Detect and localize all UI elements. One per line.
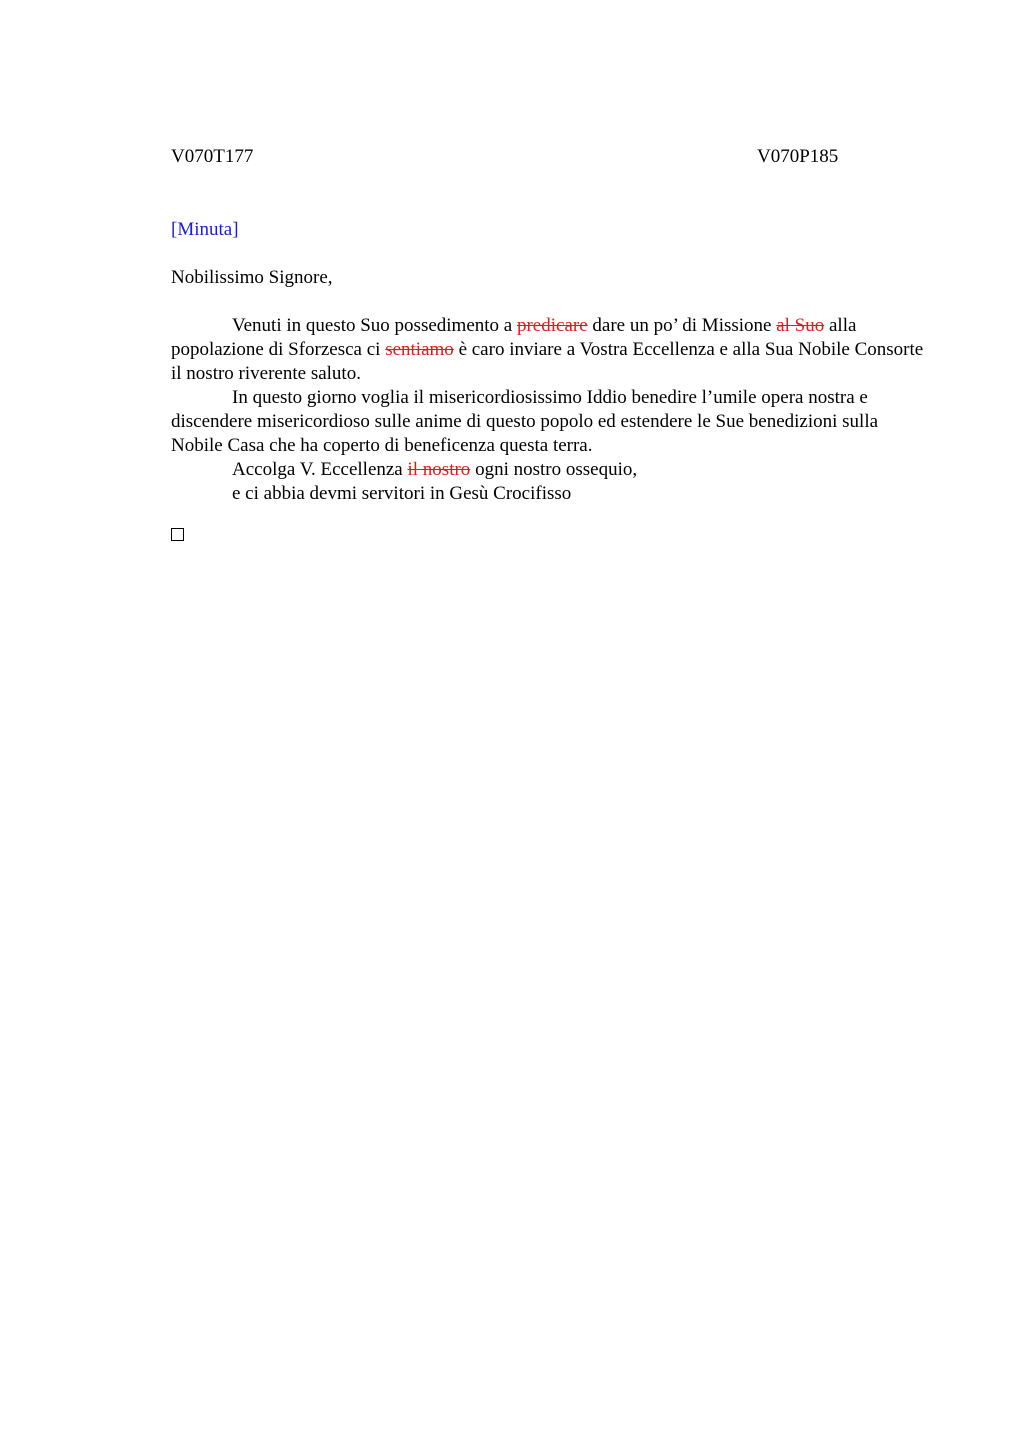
- deleted-words-il-nostro: il nostro: [407, 459, 471, 480]
- paragraph-1-text-4: è caro inviare a Vostra Eccellenza e alla Sua Nobile Consorte il nostro riverente saluto.: [171, 339, 924, 384]
- salutation: Nobilissimo Signore,: [171, 267, 333, 288]
- document-codes: [171, 145, 931, 171]
- paragraph-3-text-1: Accolga V. Eccellenza: [232, 459, 408, 480]
- paragraph-1: [171, 314, 931, 386]
- deleted-words-al-suo: al Suo: [776, 315, 825, 336]
- document-code-right: V070P185: [757, 146, 839, 167]
- paragraph-3-text-2: ogni nostro ossequio,: [470, 459, 638, 480]
- paragraph-1-text-1: Venuti in questo Suo possedimento a: [232, 315, 517, 336]
- paragraph-1-text-2: dare un po’ di Missione: [587, 315, 777, 336]
- deleted-word-sentiamo: sentiamo: [385, 339, 454, 360]
- minuta-label: [Minuta]: [171, 219, 239, 240]
- letter-page: [171, 145, 931, 541]
- paragraph-1-text-3: alla popolazione di Sforzesca ci: [171, 315, 857, 360]
- paragraph-2: In questo giorno voglia il misericordiosissimo Iddio benedire l’umile opera nostra e discendere misericordioso sulle anime di questo popolo ed estendere le Sue benedizioni sulla Nobile Casa che ha coperto di beneficenza questa terra.: [171, 387, 879, 456]
- closing-line: e ci abbia devmi servitori in Gesù Crocifisso: [232, 483, 572, 504]
- letter-body: [171, 314, 931, 506]
- checkbox-square-icon: [171, 528, 184, 541]
- deleted-word-predicare: predicare: [516, 315, 588, 336]
- document-code-left: V070T177: [171, 146, 254, 167]
- paragraph-3: [171, 458, 931, 482]
